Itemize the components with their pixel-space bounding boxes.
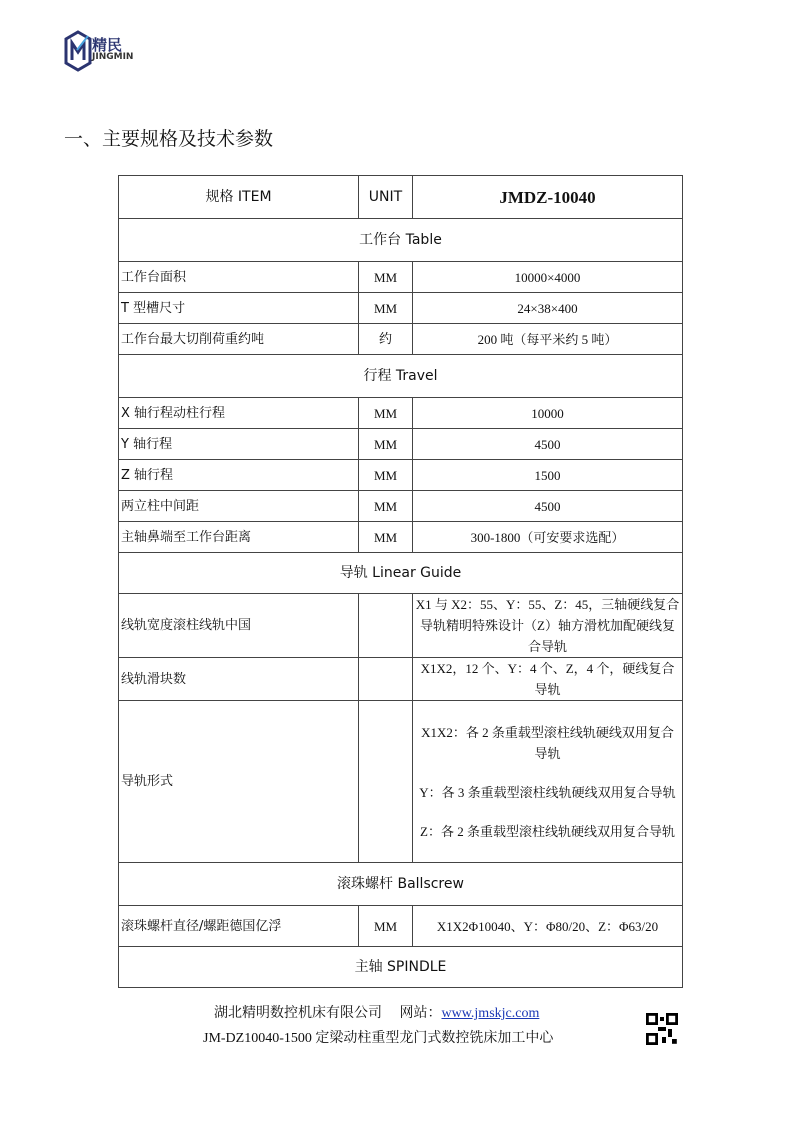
table-row <box>119 594 683 658</box>
table-row <box>119 491 683 522</box>
row-name: 两立柱中间距 <box>119 491 359 522</box>
header-model: JMDZ-10040 <box>413 176 683 219</box>
row-unit <box>359 701 413 863</box>
row-name: T 型槽尺寸 <box>119 293 359 324</box>
table-row <box>119 906 683 947</box>
table-row <box>119 522 683 553</box>
section-title: 主轴 SPINDLE <box>119 947 683 988</box>
guide-y: Y：各 3 条重载型滚柱线轨硬线双用复合导轨 <box>419 784 676 800</box>
row-name: 线轨宽度滚柱线轨中国 <box>119 594 359 658</box>
qr-code-icon <box>646 1013 678 1045</box>
row-name: 滚珠螺杆直径/螺距德国亿浮 <box>119 906 359 947</box>
section-title: 导轨 Linear Guide <box>119 553 683 594</box>
row-value: 4500 <box>413 429 683 460</box>
row-unit: MM <box>359 522 413 553</box>
row-unit: MM <box>359 293 413 324</box>
row-name: 主轴鼻端至工作台距离 <box>119 522 359 553</box>
row-unit: MM <box>359 491 413 522</box>
row-value: 200 吨（每平米约 5 吨） <box>413 324 683 355</box>
row-name: 线轨滑块数 <box>119 658 359 701</box>
row-value: 4500 <box>413 491 683 522</box>
site-label: 网站： <box>399 1006 442 1021</box>
row-name: Z 轴行程 <box>119 460 359 491</box>
row-name: 工作台最大切削荷重约吨 <box>119 324 359 355</box>
section-title: 工作台 Table <box>119 219 683 262</box>
row-value: X1X2Φ10040、Y：Φ80/20、Z：Φ63/20 <box>413 906 683 947</box>
row-unit <box>359 658 413 701</box>
row-unit <box>359 594 413 658</box>
website-link[interactable]: www.jmskjc.com <box>441 1006 540 1021</box>
row-name: Y 轴行程 <box>119 429 359 460</box>
row-unit: MM <box>359 262 413 293</box>
header-item: 规格 ITEM <box>119 176 359 219</box>
row-value: 10000×4000 <box>413 262 683 293</box>
guide-x: X1X2：各 2 条重载型滚柱线轨硬线双用复合导轨 <box>421 724 674 761</box>
table-row <box>119 701 683 863</box>
table-header <box>119 176 683 219</box>
row-unit: MM <box>359 906 413 947</box>
footer-company-line <box>214 1002 539 1022</box>
header-unit: UNIT <box>359 176 413 219</box>
section-title: 滚珠螺杆 Ballscrew <box>119 863 683 906</box>
table-row <box>119 293 683 324</box>
table-row <box>119 262 683 293</box>
row-value: 24×38×400 <box>413 293 683 324</box>
row-unit: MM <box>359 429 413 460</box>
row-unit: MM <box>359 460 413 491</box>
table-row <box>119 460 683 491</box>
footer-model-line: JM-DZ10040-1500 定梁动柱重型龙门式数控铣床加工中心 <box>203 1031 554 1046</box>
company-name: 湖北精明数控机床有限公司 <box>214 1006 382 1021</box>
section-heading: 一、主要规格及技术参数 <box>64 128 274 150</box>
table-row <box>119 429 683 460</box>
row-value: X1X2，12 个、Y：4 个、Z，4 个，硬线复合导轨 <box>413 658 683 701</box>
row-unit: 约 <box>359 324 413 355</box>
table-row <box>119 398 683 429</box>
row-value: 1500 <box>413 460 683 491</box>
section-title: 行程 Travel <box>119 355 683 398</box>
logo-name-cn: 精民 <box>92 36 123 54</box>
row-name: X 轴行程动柱行程 <box>119 398 359 429</box>
row-value: 10000 <box>413 398 683 429</box>
logo-name-en: JINGMIN <box>92 52 134 62</box>
table-row <box>119 324 683 355</box>
row-unit: MM <box>359 398 413 429</box>
table-row <box>119 658 683 701</box>
guide-z: Z：各 2 条重载型滚柱线轨硬线双用复合导轨 <box>420 823 675 839</box>
row-value: 300-1800（可安要求选配） <box>413 522 683 553</box>
row-name: 工作台面积 <box>119 262 359 293</box>
spec-table <box>118 175 683 988</box>
row-value <box>413 701 683 863</box>
row-name: 导轨形式 <box>119 701 359 863</box>
row-value: X1 与 X2：55、Y：55、Z：45，三轴硬线复合导轨精明特殊设计（Z）轴方滑枕加配硬线复合导轨 <box>413 594 683 658</box>
